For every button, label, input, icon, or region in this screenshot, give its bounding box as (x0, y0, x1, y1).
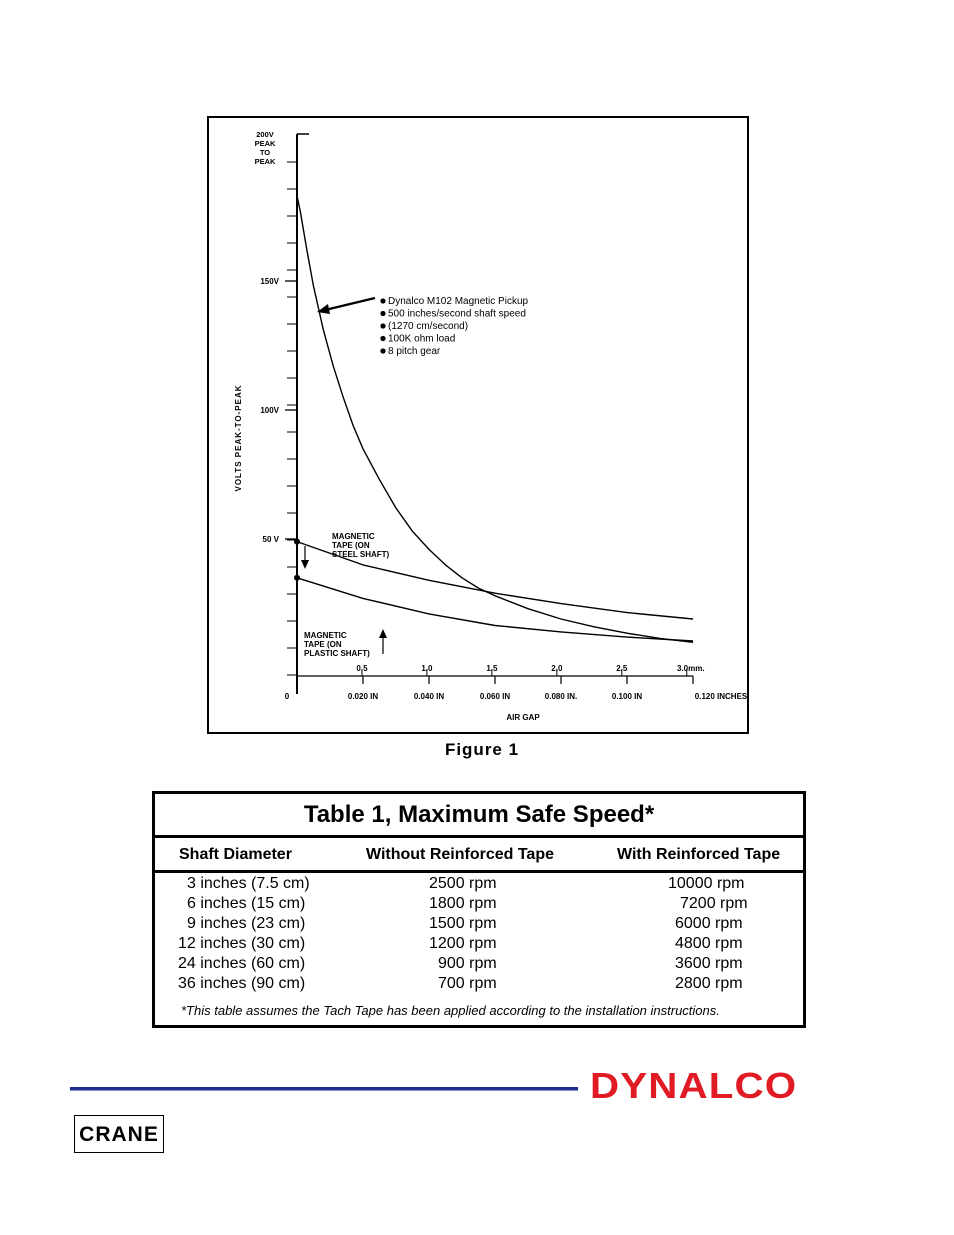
table-row (155, 934, 803, 954)
table-body (155, 874, 803, 994)
y-top-label: PEAK (254, 157, 276, 166)
cell-diameter: 12 inches (30 cm) (178, 935, 306, 952)
steel-annotation: TAPE (ON (332, 541, 370, 550)
x-mm-tick-label: 1.5 (486, 664, 498, 673)
steel-annotation: STEEL SHAFT) (332, 550, 390, 559)
table-row (155, 914, 803, 934)
cell-without: 2500 rpm (429, 875, 497, 892)
x-axis-label: AIR GAP (506, 713, 540, 722)
legend-pointer-arrow-shaft (325, 298, 375, 310)
cell-without: 1500 rpm (429, 915, 497, 932)
x-mm-tick-label: 1.0 (421, 664, 433, 673)
y-top-label: TO (259, 148, 271, 157)
origin-label: 0 (284, 692, 290, 701)
legend-note: 500 inches/second shaft speed (388, 308, 526, 320)
max-safe-speed-table (152, 791, 806, 1028)
table-footnote: *This table assumes the Tach Tape has been applied according to the installation instructions. (181, 1003, 720, 1018)
cell-without: 900 rpm (438, 955, 497, 972)
y-tick-label: 50 V (262, 535, 279, 544)
legend-bullet (380, 311, 385, 316)
legend-bullet (380, 323, 385, 328)
table-row (155, 954, 803, 974)
crane-logo: CRANE (74, 1115, 164, 1153)
table-row (155, 874, 803, 894)
cell-with: 6000 rpm (675, 915, 743, 932)
y-tick-label: 150V (260, 277, 279, 286)
legend-note: 8 pitch gear (388, 346, 441, 357)
cell-with: 2800 rpm (675, 975, 743, 992)
legend-note: Dynalco M102 Magnetic Pickup (388, 296, 529, 307)
plastic-annotation: TAPE (ON (304, 640, 342, 649)
table-title: Table 1, Maximum Safe Speed* (155, 794, 803, 838)
cell-with: 7200 rpm (680, 895, 748, 912)
cell-diameter: 24 inches (60 cm) (178, 955, 306, 972)
x-mm-tick-label: 0.5 (356, 664, 368, 673)
cell-without: 700 rpm (438, 975, 497, 992)
legend-bullet (380, 298, 385, 303)
table-row (155, 894, 803, 914)
plastic-start-dot (294, 575, 300, 581)
steel-annotation: MAGNETIC (332, 532, 375, 541)
header-with-reinforced: With Reinforced Tape (617, 846, 781, 863)
x-inch-tick-label: 0.040 IN (413, 692, 445, 701)
cell-with: 10000 rpm (668, 875, 745, 892)
x-mm-tick-label: 2.0 (551, 664, 563, 673)
legend-bullet (380, 348, 385, 353)
cell-diameter: 3 inches (7.5 cm) (187, 875, 310, 892)
y-top-label: PEAK (254, 139, 276, 148)
figure-caption: Figure 1 (444, 740, 520, 759)
plastic-shaft-curve (297, 578, 693, 641)
plastic-arrow-head (379, 629, 387, 638)
steel-start-dot (294, 539, 300, 545)
x-inch-tick-label: 0.100 IN (611, 692, 643, 701)
y-axis-label: VOLTS PEAK-TO-PEAK (234, 384, 243, 492)
header-without-reinforced: Without Reinforced Tape (366, 846, 554, 863)
legend-bullet (380, 336, 385, 341)
plastic-annotation: PLASTIC SHAFT) (304, 649, 370, 658)
x-mm-tick-label: 3.0mm. (676, 664, 705, 673)
cell-with: 3600 rpm (675, 955, 743, 972)
table-header (155, 838, 803, 873)
cell-diameter: 9 inches (23 cm) (187, 915, 306, 932)
cell-with: 4800 rpm (675, 935, 743, 952)
plastic-annotation: MAGNETIC (304, 631, 347, 640)
x-inch-tick-label: 0.120 INCHES (694, 692, 748, 701)
table-row (155, 974, 803, 994)
cell-diameter: 6 inches (15 cm) (187, 895, 306, 912)
x-inch-tick-label: 0.060 IN (479, 692, 511, 701)
header-shaft-diameter: Shaft Diameter (179, 846, 292, 863)
x-inch-tick-label: 0.020 IN (347, 692, 379, 701)
legend-note: 100K ohm load (388, 333, 456, 345)
cell-without: 1200 rpm (429, 935, 497, 952)
x-inch-tick-label: 0.080 IN. (544, 692, 578, 701)
y-top-label: 200V (256, 130, 274, 139)
air-gap-chart (207, 116, 749, 734)
cell-diameter: 36 inches (90 cm) (178, 975, 306, 992)
y-tick-label: 100V (260, 406, 279, 415)
cell-without: 1800 rpm (429, 895, 497, 912)
m102-pickup-curve (297, 196, 693, 642)
steel-arrow-head (301, 560, 309, 569)
legend-note: (1270 cm/second) (388, 321, 469, 332)
x-mm-tick-label: 2.5 (616, 664, 628, 673)
dynalco-logo: DYNALCO (590, 1065, 798, 1106)
footer-rule-shadow (70, 1090, 578, 1091)
